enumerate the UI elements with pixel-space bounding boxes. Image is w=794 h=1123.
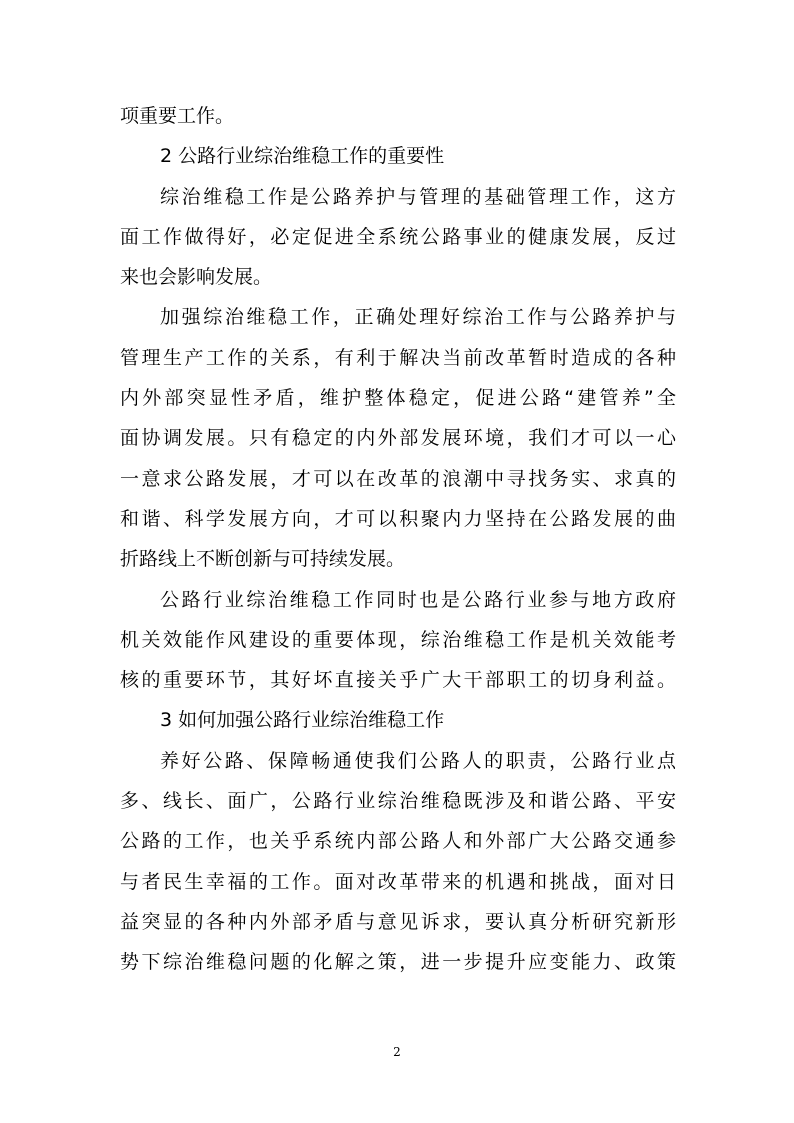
text-line: 与者民生幸福的工作。面对改革带来的机遇和挑战，面对日: [120, 870, 676, 893]
text-line: 公路的工作，也关乎系统内部公路人和外部广大公路交通参: [120, 830, 676, 853]
text-line: 机关效能作风建设的重要体现，综治维稳工作是机关效能考: [120, 628, 676, 651]
text-line: 面工作做得好，必定促进全系统公路事业的健康发展，反过: [120, 225, 676, 248]
text-line: 来也会影响发展。: [120, 266, 273, 289]
text-line: 项重要工作。: [120, 105, 235, 127]
text-line: 多、线长、面广，公路行业综治维稳既涉及和谐公路、平安: [120, 790, 676, 813]
text-line: 内外部突显性矛盾，维护整体稳定，促进公路“建管养”全: [120, 387, 676, 410]
text-line: 和谐、科学发展方向，才可以积聚内力坚持在公路发展的曲: [120, 507, 676, 530]
text-line: 益突显的各种内外部矛盾与意见诉求，要认真分析研究新形: [120, 910, 676, 933]
text-line: 面协调发展。只有稳定的内外部发展环境，我们才可以一心: [120, 427, 676, 450]
text-line: 管理生产工作的关系，有利于解决当前改革暂时造成的各种: [120, 346, 676, 369]
text-line: 折路线上不断创新与可持续发展。: [120, 548, 406, 571]
text-line: 养好公路、保障畅通使我们公路人的职责，公路行业点: [160, 749, 676, 772]
text-line: 加强综治维稳工作，正确处理好综治工作与公路养护与: [160, 306, 676, 329]
section-heading: 3 如何加强公路行业综治维稳工作: [160, 709, 445, 732]
section-heading: 2 公路行业综治维稳工作的重要性: [160, 145, 445, 168]
text-line: 公路行业综治维稳工作同时也是公路行业参与地方政府: [160, 588, 676, 611]
text-line: 综治维稳工作是公路养护与管理的基础管理工作，这方: [160, 185, 676, 208]
page-number: 2: [393, 1045, 401, 1059]
body-text: [120, 96, 676, 983]
text-line: 一意求公路发展，才可以在改革的浪潮中寻找务实、求真的: [120, 467, 676, 490]
text-line: 核的重要环节，其好坏直接关乎广大干部职工的切身利益。: [120, 669, 676, 692]
text-line: 势下综治维稳问题的化解之策，进一步提升应变能力、政策: [120, 951, 676, 974]
